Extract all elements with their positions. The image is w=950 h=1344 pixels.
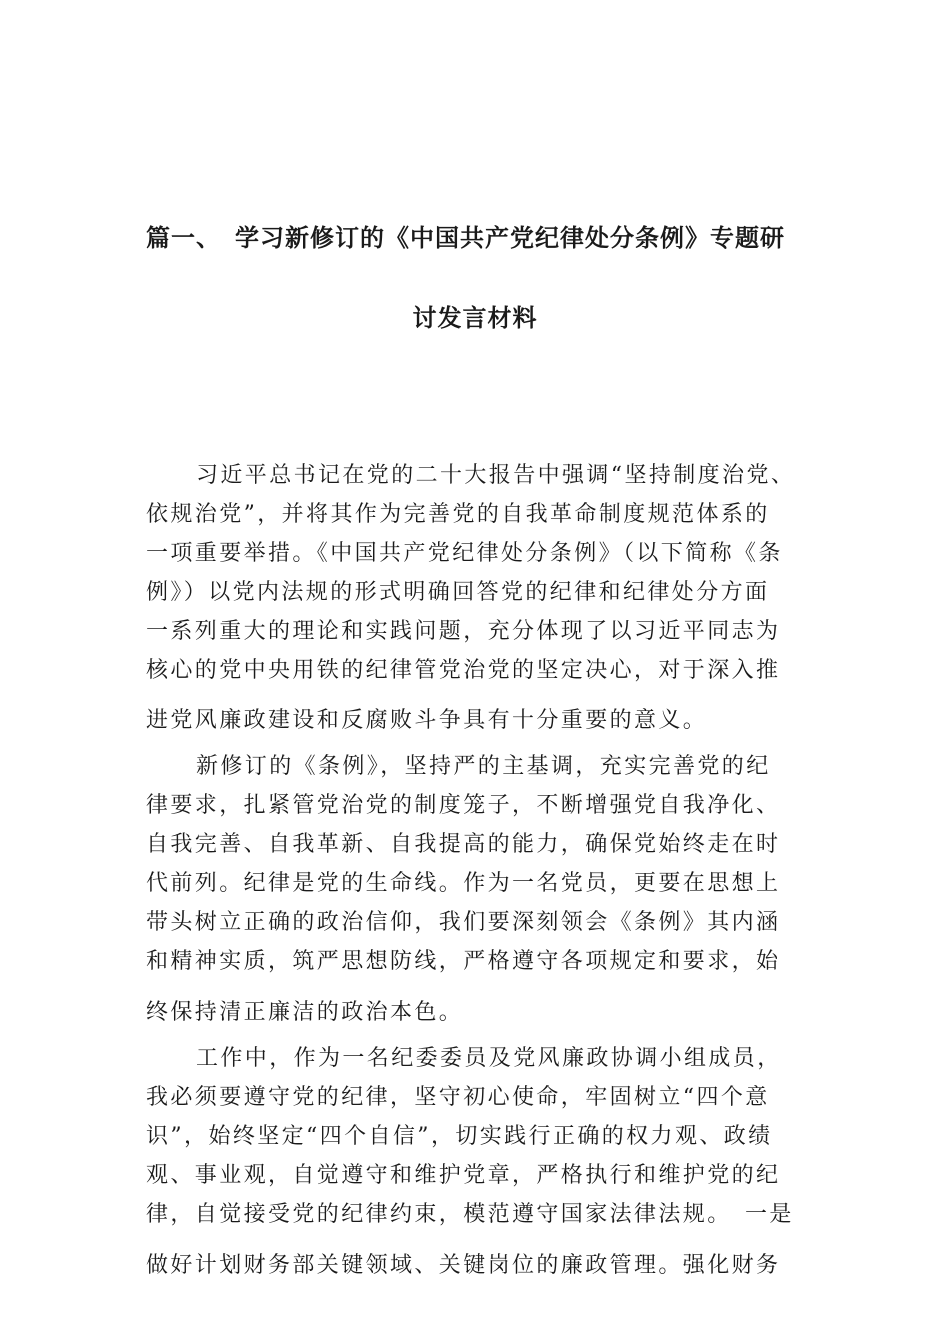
paragraph-2-line-1: 新修订的《条例》，坚持严的主基调，充实完善党的纪 [196,754,771,779]
paragraph-2-line-7: 终保持清正廉洁的政治本色。 [146,1000,464,1025]
paragraph-2-line-2: 律要求，扎紧管党治党的制度笼子，不断增强党自我净化、 [146,793,781,818]
paragraph-3-line-4: 观、事业观，自觉遵守和维护党章，严格执行和维护党的纪 [146,1163,781,1188]
paragraph-2-line-6: 和精神实质，筑严思想防线，严格遵守各项规定和要求，始 [146,949,781,974]
title-text: 学习新修订的《中国共产党纪律处分条例》专题研 [235,224,785,252]
document-title-line-2: 讨发言材料 [412,304,538,332]
paragraph-3-line-5: 律，自觉接受党的纪律约束，模范遵守国家法律法规。 一是 [146,1202,794,1227]
paragraph-3-line-2: 我必须要遵守党的纪律，坚守初心使命，牢固树立“四个意 [146,1085,770,1110]
paragraph-2-line-4: 代前列。纪律是党的生命线。作为一名党员，更要在思想上 [146,871,781,896]
paragraph-2-line-3: 自我完善、自我革新、自我提高的能力，确保党始终走在时 [146,832,781,857]
paragraph-3-line-3: 识”，始终坚定“四个自信”，切实践行正确的权力观、政绩 [146,1124,773,1149]
paragraph-3-line-1: 工作中，作为一名纪委委员及党风廉政协调小组成员， [196,1046,782,1071]
title-prefix: 篇一、 [146,224,221,252]
paragraph-1-line-7: 进党风廉政建设和反腐败斗争具有十分重要的意义。 [146,708,708,733]
paragraph-1-line-4: 例》）以党内法规的形式明确回答党的纪律和纪律处分方面 [146,580,770,605]
paragraph-1-line-6: 核心的党中央用铁的纪律管党治党的坚定决心，对于深入推 [146,658,781,683]
paragraph-2-line-5: 带头树立正确的政治信仰，我们要深刻领会《条例》其内涵 [146,910,781,935]
paragraph-1-line-3: 一项重要举措。《中国共产党纪律处分条例》（以下简称《条 [146,541,783,566]
paragraph-3-line-6: 做好计划财务部关键领域、关键岗位的廉政管理。强化财务 [146,1253,781,1278]
document-title-line-1 [146,218,785,253]
paragraph-1-line-2: 依规治党”，并将其作为完善党的自我革命制度规范体系的 [146,502,770,527]
paragraph-1-line-1: 习近平总书记在党的二十大报告中强调“坚持制度治党、 [196,463,796,488]
paragraph-1-line-5: 一系列重大的理论和实践问题，充分体现了以习近平同志为 [146,619,781,644]
